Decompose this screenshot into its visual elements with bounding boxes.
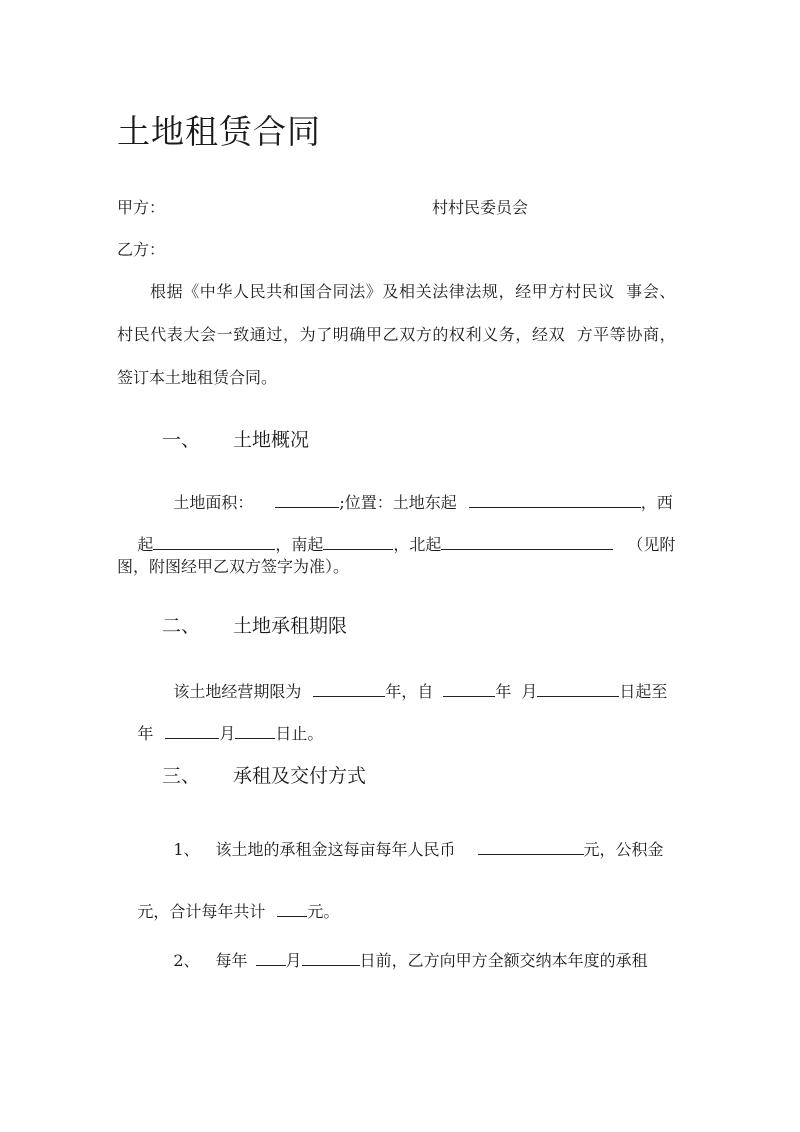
- start-day-blank: [537, 682, 619, 697]
- west-blank: [153, 535, 275, 550]
- item-2-number: 2、: [173, 951, 200, 970]
- west-label: ，西: [640, 493, 673, 512]
- s2-line-2: [117, 704, 323, 764]
- south-label: ，南起: [275, 535, 324, 554]
- item-1-number: 1、: [173, 840, 200, 859]
- term-years-blank: [313, 682, 385, 697]
- item-2-text: 每年: [215, 951, 248, 970]
- term-label: 该土地经营期限为: [173, 682, 302, 701]
- intro-line-1: 根据《中华人民共和国合同法》及相关法律法规，经甲方村民议 事会、: [150, 282, 676, 301]
- start-year-blank: [443, 682, 495, 697]
- rent-amount-blank: [478, 840, 584, 855]
- east-blank: [469, 493, 641, 508]
- item-1-total-label: 元，合计每年共计: [137, 902, 266, 921]
- start-month-label: 月: [521, 682, 538, 701]
- pay-day-blank: [302, 951, 360, 966]
- item-2-rest: 日前，乙方向甲方全额交纳本年度的承租: [359, 951, 648, 970]
- area-blank: [275, 493, 339, 508]
- end-day-label: 日止。: [275, 724, 324, 743]
- end-month-label: 月: [219, 724, 236, 743]
- s3-item-1-line-1: [153, 820, 664, 880]
- location-label: ;位置：土地东起: [339, 493, 457, 512]
- end-month-blank: [165, 724, 219, 739]
- item-1-yuan-label: 元，公积金: [583, 840, 664, 859]
- document-title: 土地租赁合同: [117, 112, 321, 151]
- section-1-number: 一、: [162, 429, 201, 451]
- section-1-heading: 土地概况: [233, 429, 310, 451]
- see-attached-label: （见附: [627, 535, 676, 554]
- north-label: ，北起: [393, 535, 442, 554]
- section-2-heading: 土地承租期限: [233, 615, 348, 637]
- start-year-label: 年: [495, 682, 512, 701]
- west-start-label: 起: [137, 535, 154, 554]
- intro-line-2: 村民代表大会一致通过，为了明确甲乙双方的权利义务，经双 方平等协商，: [117, 325, 677, 344]
- s1-line-3: 图，附图经甲乙双方签字为准）。: [117, 557, 350, 576]
- item-1-total-yuan: 元。: [307, 902, 340, 921]
- area-label: 土地面积：: [173, 493, 254, 512]
- term-year-from-label: 年，自: [385, 682, 434, 701]
- party-a-label: 甲方：: [117, 198, 166, 217]
- total-amount-blank: [277, 902, 307, 917]
- item-1-text: 该土地的承租金这每亩每年人民币: [215, 840, 456, 859]
- section-3-heading: 承租及交付方式: [233, 765, 367, 787]
- start-day-label: 日起至: [619, 682, 668, 701]
- item-2-month-label: 月: [285, 951, 302, 970]
- pay-month-blank: [256, 951, 286, 966]
- party-b-label: 乙方：: [117, 240, 166, 259]
- section-2-number: 二、: [162, 615, 201, 637]
- south-blank: [323, 535, 393, 550]
- end-day-blank: [235, 724, 275, 739]
- party-a-value: 村村民委员会: [432, 198, 529, 217]
- north-blank: [441, 535, 613, 550]
- intro-line-3: 签订本土地租赁合同。: [117, 368, 278, 387]
- s3-item-2-line-1: [153, 931, 648, 991]
- end-year-label: 年: [137, 724, 154, 743]
- section-3-number: 三、: [162, 765, 201, 787]
